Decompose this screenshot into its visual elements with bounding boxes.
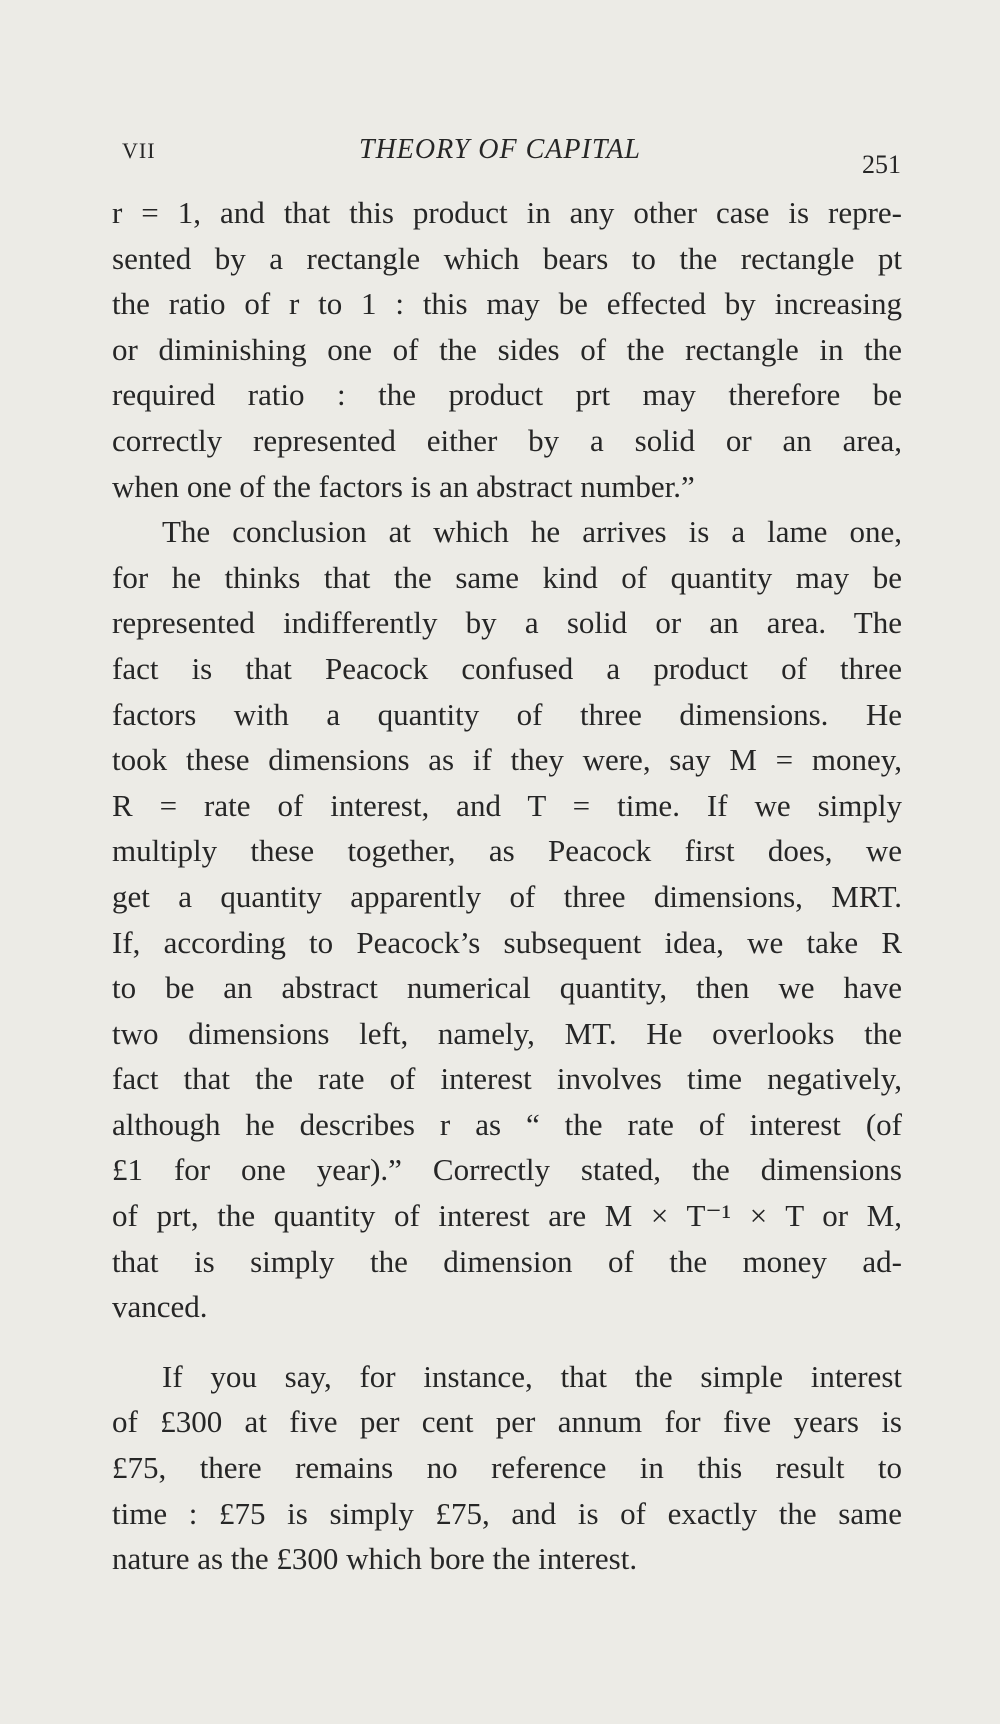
text-line: £75, there remains no reference in this result to bbox=[112, 1450, 902, 1486]
running-head bbox=[0, 134, 1000, 179]
text-line: represented indifferently by a solid or an area. The bbox=[112, 605, 902, 641]
text-line: fact is that Peacock confused a product of three bbox=[112, 650, 902, 686]
text-line: vanced. bbox=[112, 1289, 208, 1325]
text-line: two dimensions left, namely, MT. He overlooks the bbox=[112, 1015, 902, 1051]
page-number: 251 bbox=[862, 150, 901, 179]
text-line: when one of the factors is an abstract number.” bbox=[112, 468, 695, 504]
text-line: took these dimensions as if they were, say M = money, bbox=[112, 742, 902, 778]
text-line: sented by a rectangle which bears to the rectangle pt bbox=[112, 240, 902, 276]
running-title: THEORY OF CAPITAL bbox=[359, 134, 641, 165]
text-line: the ratio of r to 1 : this may be effected by increasing bbox=[112, 286, 902, 322]
chapter-number: VII bbox=[122, 138, 156, 163]
text-line: for he thinks that the same kind of quantity may be bbox=[112, 559, 902, 595]
text-line: required ratio : the product prt may therefore be bbox=[112, 377, 902, 413]
text-line: correctly represented either by a solid or an area, bbox=[112, 422, 902, 458]
text-line: get a quantity apparently of three dimensions, MRT. bbox=[112, 878, 902, 914]
text-line: nature as the £300 which bore the interest. bbox=[112, 1541, 638, 1577]
text-line: time : £75 is simply £75, and is of exactly the same bbox=[112, 1495, 902, 1531]
text-line: If, according to Peacock’s subsequent idea, we take R bbox=[112, 924, 902, 960]
text-line: multiply these together, as Peacock first does, we bbox=[112, 833, 902, 869]
text-line: to be an abstract numerical quantity, then we have bbox=[112, 970, 902, 1006]
text-line: R = rate of interest, and T = time. If we simply bbox=[112, 787, 902, 823]
text-line: The conclusion at which he arrives is a lame one, bbox=[162, 514, 902, 550]
text-line: or diminishing one of the sides of the rectangle in the bbox=[112, 331, 902, 367]
text-line: If you say, for instance, that the simple interest bbox=[162, 1358, 902, 1394]
text-line: of prt, the quantity of interest are M × T⁻¹ × T or M, bbox=[112, 1198, 902, 1234]
text-line: factors with a quantity of three dimensions. He bbox=[112, 696, 902, 732]
paragraph bbox=[112, 190, 902, 509]
text-line: fact that the rate of interest involves time negatively, bbox=[112, 1061, 902, 1097]
body-text bbox=[112, 190, 902, 1582]
text-line: although he describes r as “ the rate of interest (of bbox=[112, 1106, 902, 1142]
text-line: that is simply the dimension of the money ad- bbox=[112, 1243, 902, 1279]
text-line: of £300 at five per cent per annum for five years is bbox=[112, 1404, 902, 1440]
paragraph bbox=[112, 1354, 902, 1582]
paragraph-spacer bbox=[112, 1330, 902, 1354]
paragraph bbox=[112, 509, 902, 1330]
text-line: r = 1, and that this product in any other case is repre- bbox=[112, 195, 902, 230]
text-line: £1 for one year).” Correctly stated, the dimensions bbox=[112, 1152, 902, 1188]
